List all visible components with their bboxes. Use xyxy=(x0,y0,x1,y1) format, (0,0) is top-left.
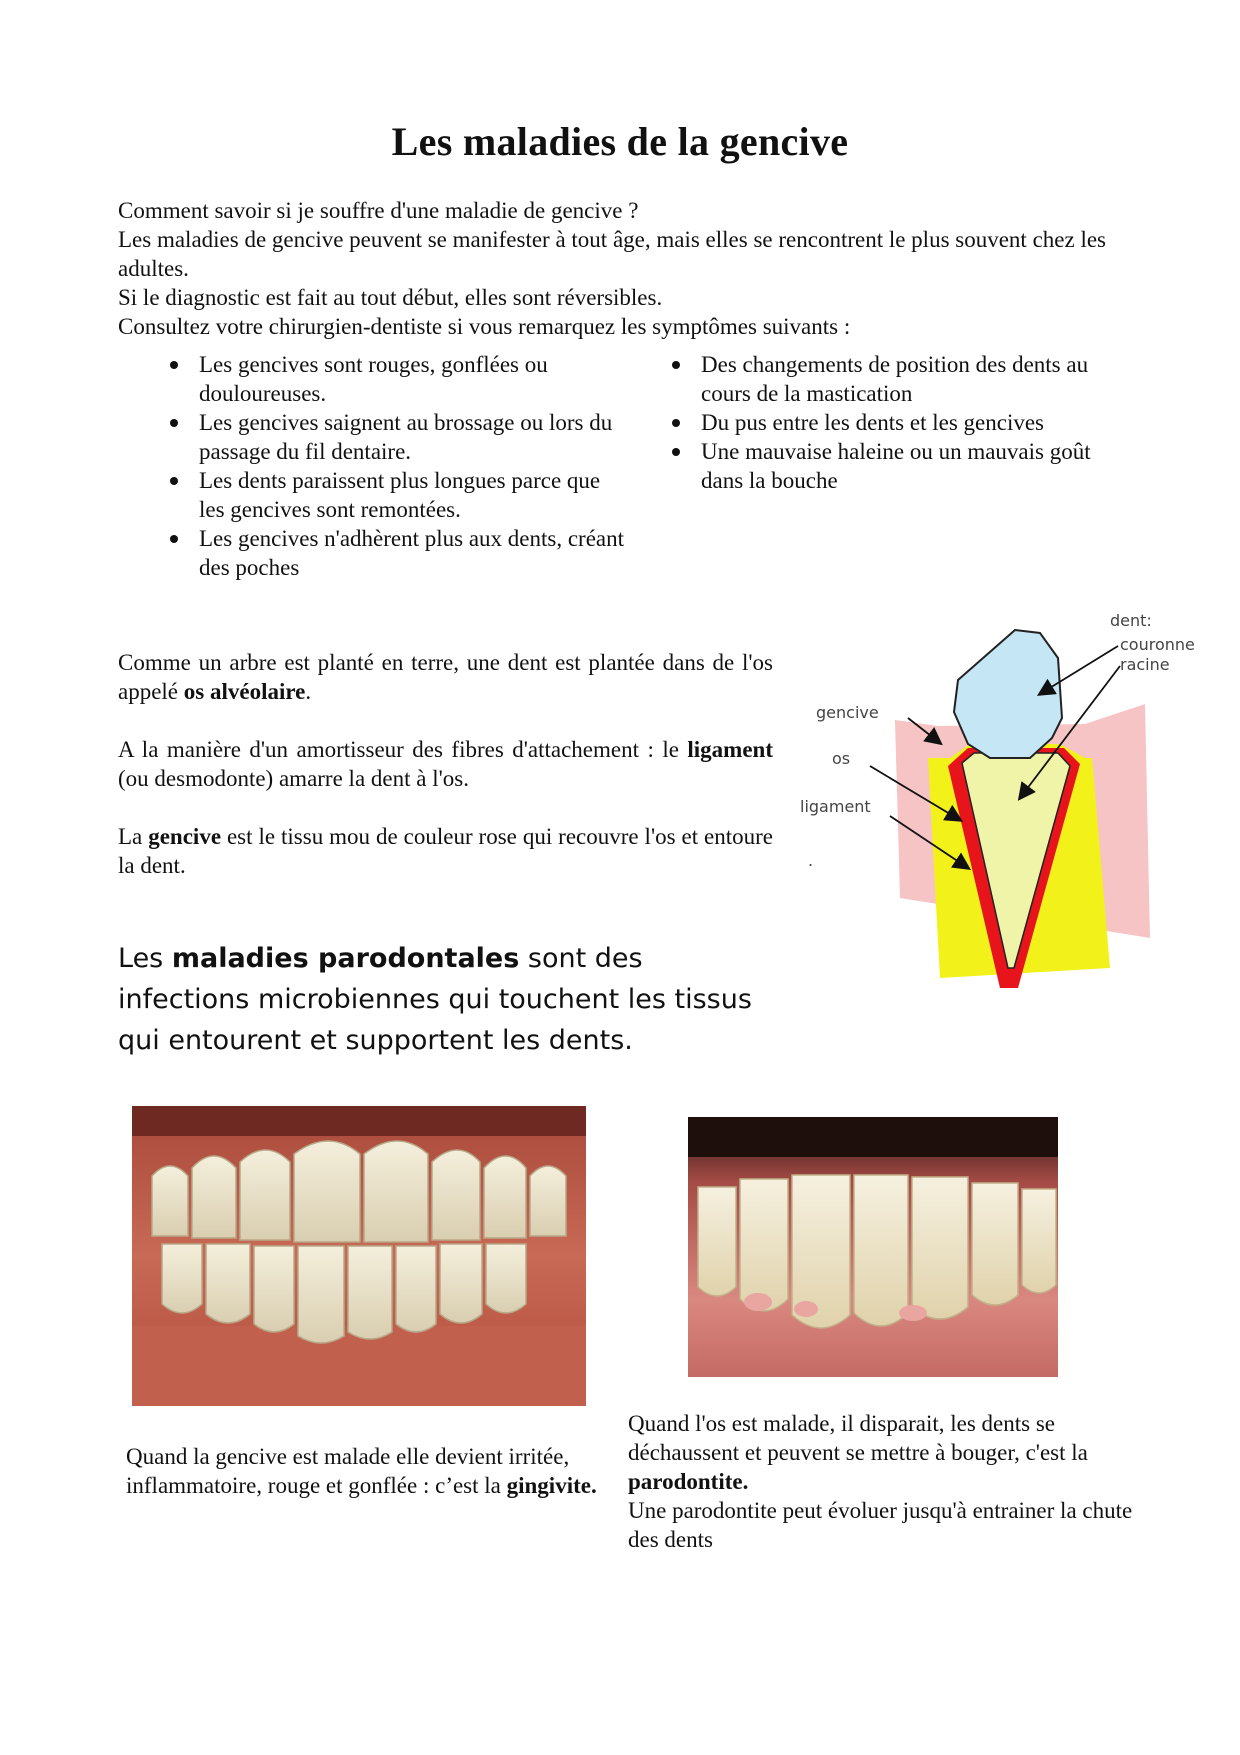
bullet-icon xyxy=(672,419,680,427)
periodontitis-caption: Quand l'os est malade, il disparait, les dents se déchaussent et peuvent se mettre à bouger, c'est la parodontite. Une parodontite peut évoluer jusqu'à entrainer la chute des dents xyxy=(628,1411,1133,1552)
bullet-icon xyxy=(170,361,178,369)
list-item: Les gencives n'adhèrent plus aux dents, créant des poches xyxy=(148,524,628,582)
label-couronne: couronne xyxy=(1120,635,1195,654)
label-os: os xyxy=(832,749,851,768)
list-item: Une mauvaise haleine ou un mauvais goût dans la bouche xyxy=(650,437,1130,495)
list-item: Les gencives saignent au brossage ou lors du passage du fil dentaire. xyxy=(148,408,628,466)
symptoms-list-left xyxy=(148,350,628,582)
intro-consult: Consultez votre chirurgien-dentiste si vous remarquez les symptômes suivants : xyxy=(118,314,851,339)
label-gencive: gencive xyxy=(816,703,879,722)
periodontitis-photo xyxy=(688,1117,1058,1377)
list-item: Du pus entre les dents et les gencives xyxy=(650,408,1130,437)
list-item: Des changements de position des dents au cours de la mastication xyxy=(650,350,1130,408)
gingivitis-caption: Quand la gencive est malade elle devient irritée, inflammatoire, rouge et gonflée : c’est la gingivite. xyxy=(126,1444,597,1498)
intro-reversible: Si le diagnostic est fait au tout début, elles sont réversibles. xyxy=(118,285,663,310)
list-item: Les dents paraissent plus longues parce que les gencives sont remontées. xyxy=(148,466,628,524)
bullet-icon xyxy=(672,448,680,456)
intro-question: Comment savoir si je souffre d'une maladie de gencive ? xyxy=(118,198,639,223)
intro-text: Les maladies de gencive peuvent se manifester à tout âge, mais elles se rencontrent le plus souvent chez les adultes. xyxy=(118,227,1107,281)
label-ligament: ligament xyxy=(800,797,871,816)
symptoms-list-right xyxy=(650,350,1130,495)
page-title: Les maladies de la gencive xyxy=(391,119,849,164)
bullet-icon xyxy=(170,419,178,427)
crown-shape xyxy=(954,630,1062,758)
tooth-diagram xyxy=(790,608,1230,998)
parodontal-definition: Les maladies parodontales sont des infections microbiennes qui touchent les tissus qui entourent et supportent les dents. xyxy=(118,943,752,1056)
gingivitis-photo xyxy=(132,1106,586,1406)
anatomy-paragraph-bone: Comme un arbre est planté en terre, une dent est plantée dans de l'os appelé os alvéolaire. xyxy=(118,650,773,704)
bullet-icon xyxy=(170,477,178,485)
anatomy-paragraph-gum: La gencive est le tissu mou de couleur rose qui recouvre l'os et entoure la dent. xyxy=(118,824,773,878)
list-item: Les gencives sont rouges, gonflées ou douloureuses. xyxy=(148,350,628,408)
intro xyxy=(118,196,1128,341)
anatomy-text xyxy=(118,648,773,909)
bullet-icon xyxy=(170,535,178,543)
anatomy-paragraph-ligament: A la manière d'un amortisseur des fibres d'attachement : le ligament (ou desmodonte) amarre la dent à l'os. xyxy=(118,737,773,791)
label-racine: racine xyxy=(1120,655,1170,674)
label-dent: dent: xyxy=(1110,611,1152,630)
label-dot: . xyxy=(808,851,814,870)
bullet-icon xyxy=(672,361,680,369)
